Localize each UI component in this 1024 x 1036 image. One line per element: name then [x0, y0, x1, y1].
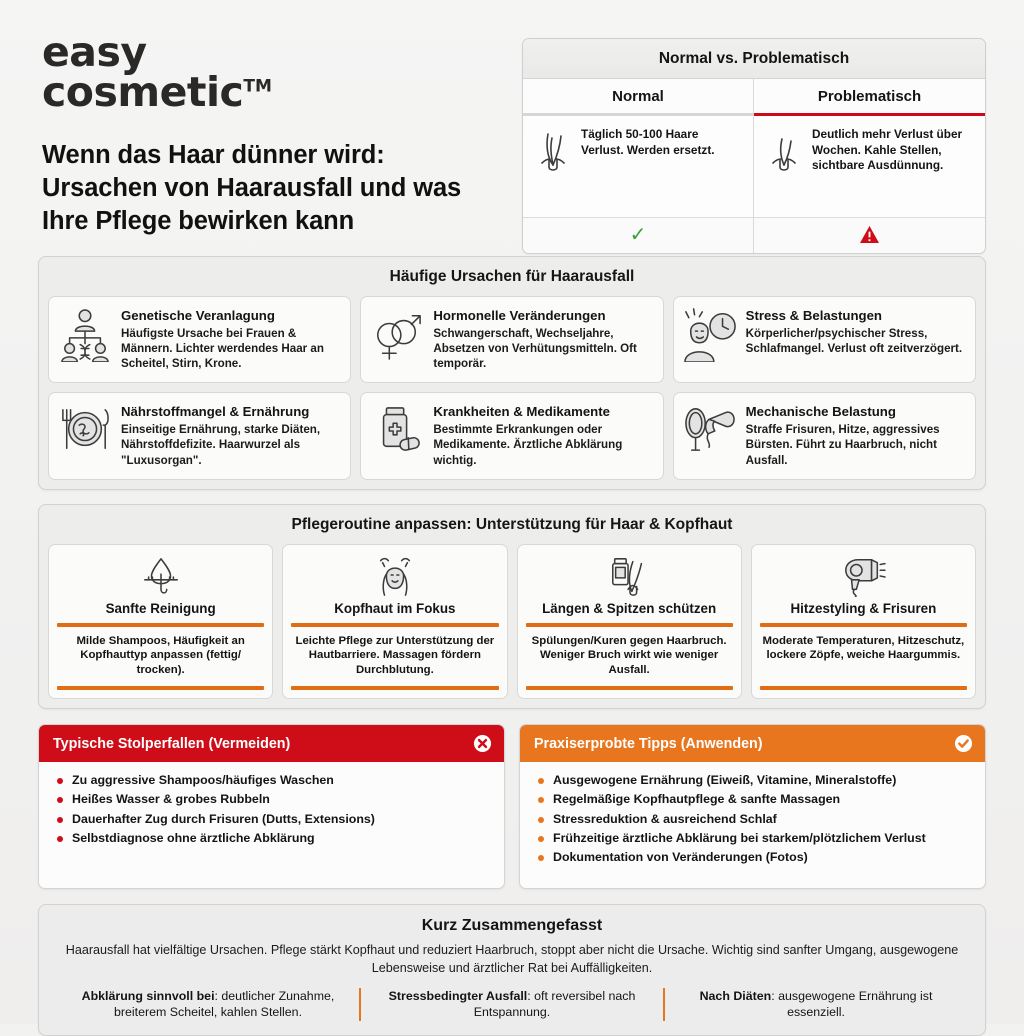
circle-x-icon [473, 734, 492, 753]
tips-title: Praxiserprobte Tipps (Anwenden) [534, 735, 763, 752]
cause-card [673, 392, 976, 479]
care-body: Spülungen/Kuren gegen Haarbruch. Weniger Bruch wirkt wie weniger Ausfall. [531, 634, 727, 677]
care-body: Leichte Pflege zur Unterstützung der Hautbarriere. Massagen fördern Durchblutung. [295, 634, 495, 677]
medicine-bottle-pill-icon [370, 404, 424, 456]
cause-body: Schwangerschaft, Wechseljahre, Absetzen von Verhütungsmitteln. Oft temporär. [433, 327, 637, 371]
causes-panel [38, 256, 986, 490]
comparison-status-problematic [754, 217, 985, 252]
cause-heading: Hormonelle Veränderungen [433, 308, 606, 323]
trademark-icon: TM [243, 76, 272, 97]
cause-card [48, 392, 351, 479]
summary-highlight-text: : oft reversibel nach Entspannung. [473, 988, 636, 1020]
summary-title: Kurz Zusammengefasst [421, 917, 603, 935]
cause-body: Bestimmte Erkrankungen oder Medikamente. Ärztliche Abklärung wichtig. [433, 423, 623, 467]
list-item: Dokumentation von Veränderungen (Fotos) [536, 848, 973, 867]
list-item: Heißes Wasser & grobes Rubbeln [55, 790, 492, 809]
comparison-column-problematic [754, 79, 985, 253]
comparison-text-normal: Täglich 50-100 Haare Verlust. Werden ersetzt. [581, 127, 715, 157]
summary-panel [38, 904, 986, 1036]
brand-and-headline [38, 28, 504, 237]
list-item: Ausgewogene Ernährung (Eiweiß, Vitamine, Mineralstoffe) [536, 771, 973, 790]
comparison-header-normal: Normal [523, 79, 753, 113]
cause-heading: Krankheiten & Medikamente [433, 404, 610, 420]
logo-line-2: cosmetic™ [42, 68, 272, 117]
care-routine-cards [39, 544, 985, 700]
cause-heading: Stress & Belastungen [745, 308, 882, 323]
summary-highlight-text: : ausgewogene Ernährung ist essenziell. [771, 988, 933, 1020]
list-item: Zu aggressive Shampoos/häufiges Waschen [55, 771, 492, 790]
pitfalls-box [38, 724, 505, 889]
droplet-follicle-icon [57, 555, 264, 597]
cause-body: Einseitige Ernährung, starke Diäten, Nährstoffdefizite. Haarwurzel als "Luxusorgan". [121, 423, 321, 467]
brush-hairdryer-icon [683, 404, 737, 454]
cause-card [673, 296, 976, 383]
check-icon: ✓ [629, 224, 647, 246]
logo [42, 28, 504, 117]
summary-highlight-label: Abklärung sinnvoll bei [81, 988, 215, 1003]
cause-body: Häufigste Ursache bei Frauen & Männern. Lichter werdendes Haar an Scheitel, Stirn, Krone. [121, 327, 324, 371]
care-heading: Sanfte Reinigung [105, 600, 216, 616]
care-routine-panel [38, 504, 986, 710]
hairdryer-icon [760, 555, 967, 597]
tips-header [520, 725, 985, 762]
page-title: Wenn das Haar dünner wird: Ursachen von Haarausfall und was Ihre Pflege bewirken kann [42, 141, 462, 235]
summary-highlight [359, 988, 663, 1021]
gender-symbols-icon [370, 308, 424, 362]
warning-triangle-icon [754, 225, 985, 244]
pitfalls-title: Typische Stolperfallen (Vermeiden) [53, 735, 291, 752]
cause-heading: Nährstoffmangel & Ernährung [121, 404, 310, 420]
care-card [751, 544, 976, 700]
summary-highlight-label: Stressbedingter Ausfall [388, 988, 528, 1003]
scalp-massage-icon [291, 555, 498, 597]
comparison-text-problematic: Deutlich mehr Verlust über Wochen. Kahle Stellen, sichtbare Ausdünnung. [812, 127, 963, 173]
list-item: Stressreduktion & ausreichend Schlaf [536, 810, 973, 829]
comparison-table [522, 38, 986, 254]
causes-row-1 [39, 296, 985, 383]
summary-highlight-label: Nach Diäten [699, 988, 772, 1003]
list-item: Dauerhafter Zug durch Frisuren (Dutts, Extensions) [55, 810, 492, 829]
care-heading: Kopfhaut im Fokus [334, 600, 456, 616]
cause-body: Straffe Frisuren, Hitze, aggressives Bürsten. Führt zu Haarbruch, nicht Ausfall. [745, 423, 940, 467]
care-body: Milde Shampoos, Häufigkeit an Kopfhauttyp anpassen (fettig/ trocken). [76, 634, 245, 677]
list-item: Regelmäßige Kopfhautpflege & sanfte Massagen [536, 790, 973, 809]
tube-hair-icon [526, 555, 733, 597]
care-card [282, 544, 507, 700]
pitfalls-header [39, 725, 504, 762]
accent-bar-bottom [760, 686, 967, 690]
hair-follicle-icon [533, 127, 573, 173]
cause-card [48, 296, 351, 383]
cause-heading: Mechanische Belastung [745, 404, 896, 420]
cause-card [360, 392, 663, 479]
comparison-header-problematic: Problematisch [754, 79, 985, 113]
tips-list [520, 762, 985, 879]
hair-follicle-icon [764, 127, 804, 173]
plate-cutlery-icon [58, 404, 112, 454]
summary-paragraph: Haarausfall hat vielfältige Ursachen. Pflege stärkt Kopfhaut und reduziert Haarbruch, stoppt aber nicht die Ursache. Wichtig sind sanfter Umgang, ausgewogene Lebensweise und ärztlicher Rat bei Auffälligkeiten. [65, 943, 959, 975]
care-heading: Hitzestyling & Frisuren [790, 600, 937, 616]
comparison-column-normal [523, 79, 754, 253]
accent-bar-bottom [526, 686, 733, 690]
summary-highlights [57, 988, 967, 1021]
list-item: Frühzeitige ärztliche Abklärung bei starkem/plötzlichem Verlust [536, 829, 973, 848]
care-card [517, 544, 742, 700]
accent-bar-bottom [291, 686, 498, 690]
cause-heading: Genetische Veranlagung [121, 308, 275, 323]
family-dna-icon [58, 308, 112, 362]
list-item: Selbstdiagnose ohne ärztliche Abklärung [55, 829, 492, 848]
care-heading: Längen & Spitzen schützen [542, 600, 717, 616]
tips-box [519, 724, 986, 889]
logo-line-1: easy [42, 28, 147, 76]
comparison-title: Normal vs. Problematisch [523, 39, 985, 79]
circle-check-icon [954, 734, 973, 753]
summary-highlight-text: : deutlicher Zunahme, breiterem Scheitel, kahlen Stellen. [113, 988, 335, 1020]
care-routine-title: Pflegeroutine anpassen: Unterstützung für Haar & Kopfhaut [291, 515, 733, 533]
comparison-status-normal [523, 217, 753, 253]
summary-highlight [663, 988, 967, 1021]
header [38, 28, 986, 246]
stressed-person-clock-icon [683, 308, 737, 362]
summary-highlight [57, 988, 359, 1021]
cause-body: Körperlicher/psychischer Stress, Schlafmangel. Verlust oft zeitverzögert. [745, 327, 963, 356]
causes-title: Häufige Ursachen für Haarausfall [389, 268, 635, 285]
causes-row-2 [39, 392, 985, 479]
care-body: Moderate Temperaturen, Hitzeschutz, lockere Zöpfe, weiche Haargummis. [762, 634, 965, 662]
lists-section [38, 724, 986, 889]
pitfalls-list [39, 762, 504, 888]
accent-bar-bottom [57, 686, 264, 690]
care-card [48, 544, 273, 700]
cause-card [360, 296, 663, 383]
